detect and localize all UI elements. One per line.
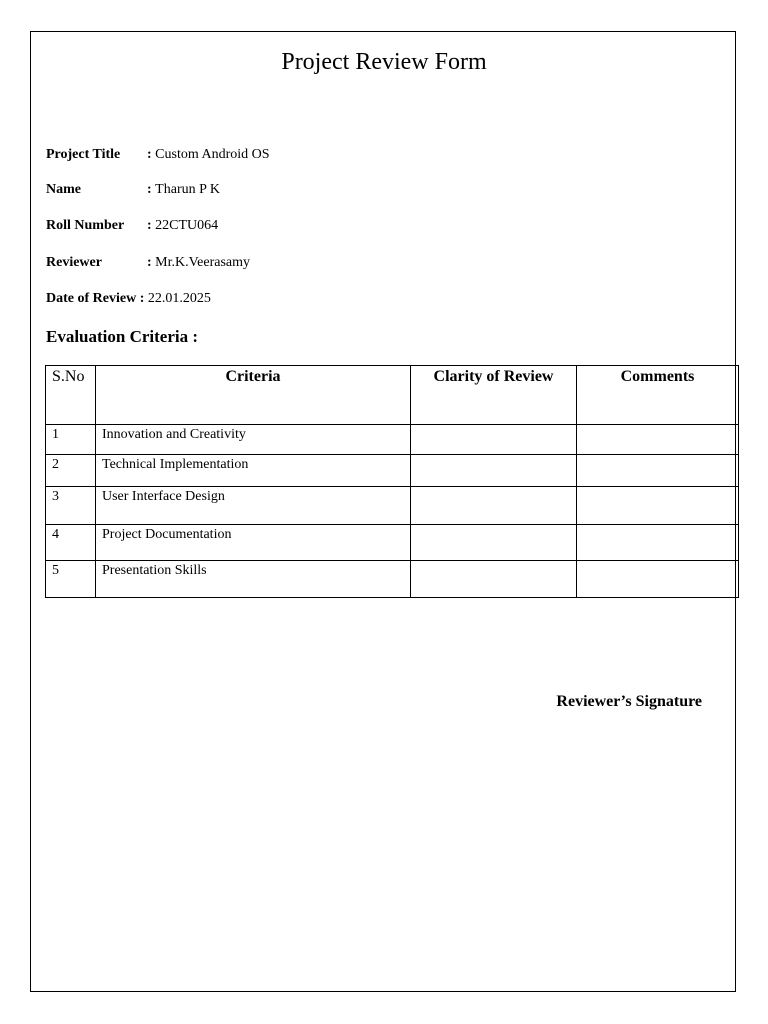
row-sno: 1 <box>46 425 96 455</box>
row-clarity-cell[interactable] <box>411 425 577 455</box>
row-criteria: User Interface Design <box>96 487 411 525</box>
page-title: Project Review Form <box>281 49 487 75</box>
field-value: Mr.K.Veerasamy <box>155 255 251 270</box>
row-comments-cell[interactable] <box>577 525 739 561</box>
field-colon: : <box>147 147 156 162</box>
field-colon: : <box>136 291 148 306</box>
field-colon: : <box>147 255 156 270</box>
field-value: 22.01.2025 <box>147 291 211 306</box>
row-clarity-cell[interactable] <box>411 525 577 561</box>
field-reviewer <box>46 254 250 272</box>
table-row <box>46 487 739 525</box>
criteria-table <box>45 365 739 598</box>
field-label: Project Title <box>46 147 121 162</box>
field-project-title <box>46 146 270 164</box>
row-sno: 5 <box>46 561 96 598</box>
header-clarity: Clarity of Review <box>411 366 577 425</box>
table-header-row <box>46 366 739 425</box>
row-clarity-cell[interactable] <box>411 455 577 487</box>
table-row <box>46 455 739 487</box>
row-comments-cell[interactable] <box>577 487 739 525</box>
header-comments: Comments <box>577 366 739 425</box>
field-label: Name <box>46 182 81 197</box>
row-sno: 4 <box>46 525 96 561</box>
row-sno: 3 <box>46 487 96 525</box>
field-value: Tharun P K <box>155 182 220 197</box>
field-date-of-review <box>46 290 211 308</box>
field-label: Reviewer <box>46 255 102 270</box>
header-sno: S.No <box>46 366 96 425</box>
row-criteria: Technical Implementation <box>96 455 411 487</box>
row-criteria: Presentation Skills <box>96 561 411 598</box>
row-clarity-cell[interactable] <box>411 487 577 525</box>
row-clarity-cell[interactable] <box>411 561 577 598</box>
row-criteria: Project Documentation <box>96 525 411 561</box>
field-colon: : <box>147 218 156 233</box>
table-row <box>46 425 739 455</box>
field-colon: : <box>147 182 156 197</box>
field-value: Custom Android OS <box>155 147 270 162</box>
row-comments-cell[interactable] <box>577 455 739 487</box>
header-criteria: Criteria <box>96 366 411 425</box>
table-row <box>46 525 739 561</box>
reviewer-signature-label: Reviewer’s Signature <box>556 693 702 710</box>
field-roll-number <box>46 217 218 235</box>
evaluation-heading: Evaluation Criteria : <box>46 327 199 346</box>
field-name <box>46 181 220 199</box>
field-label: Date of Review <box>46 291 137 306</box>
field-label: Roll Number <box>46 218 125 233</box>
row-sno: 2 <box>46 455 96 487</box>
field-value: 22CTU064 <box>155 218 219 233</box>
row-comments-cell[interactable] <box>577 425 739 455</box>
row-comments-cell[interactable] <box>577 561 739 598</box>
table-row <box>46 561 739 598</box>
row-criteria: Innovation and Creativity <box>96 425 411 455</box>
